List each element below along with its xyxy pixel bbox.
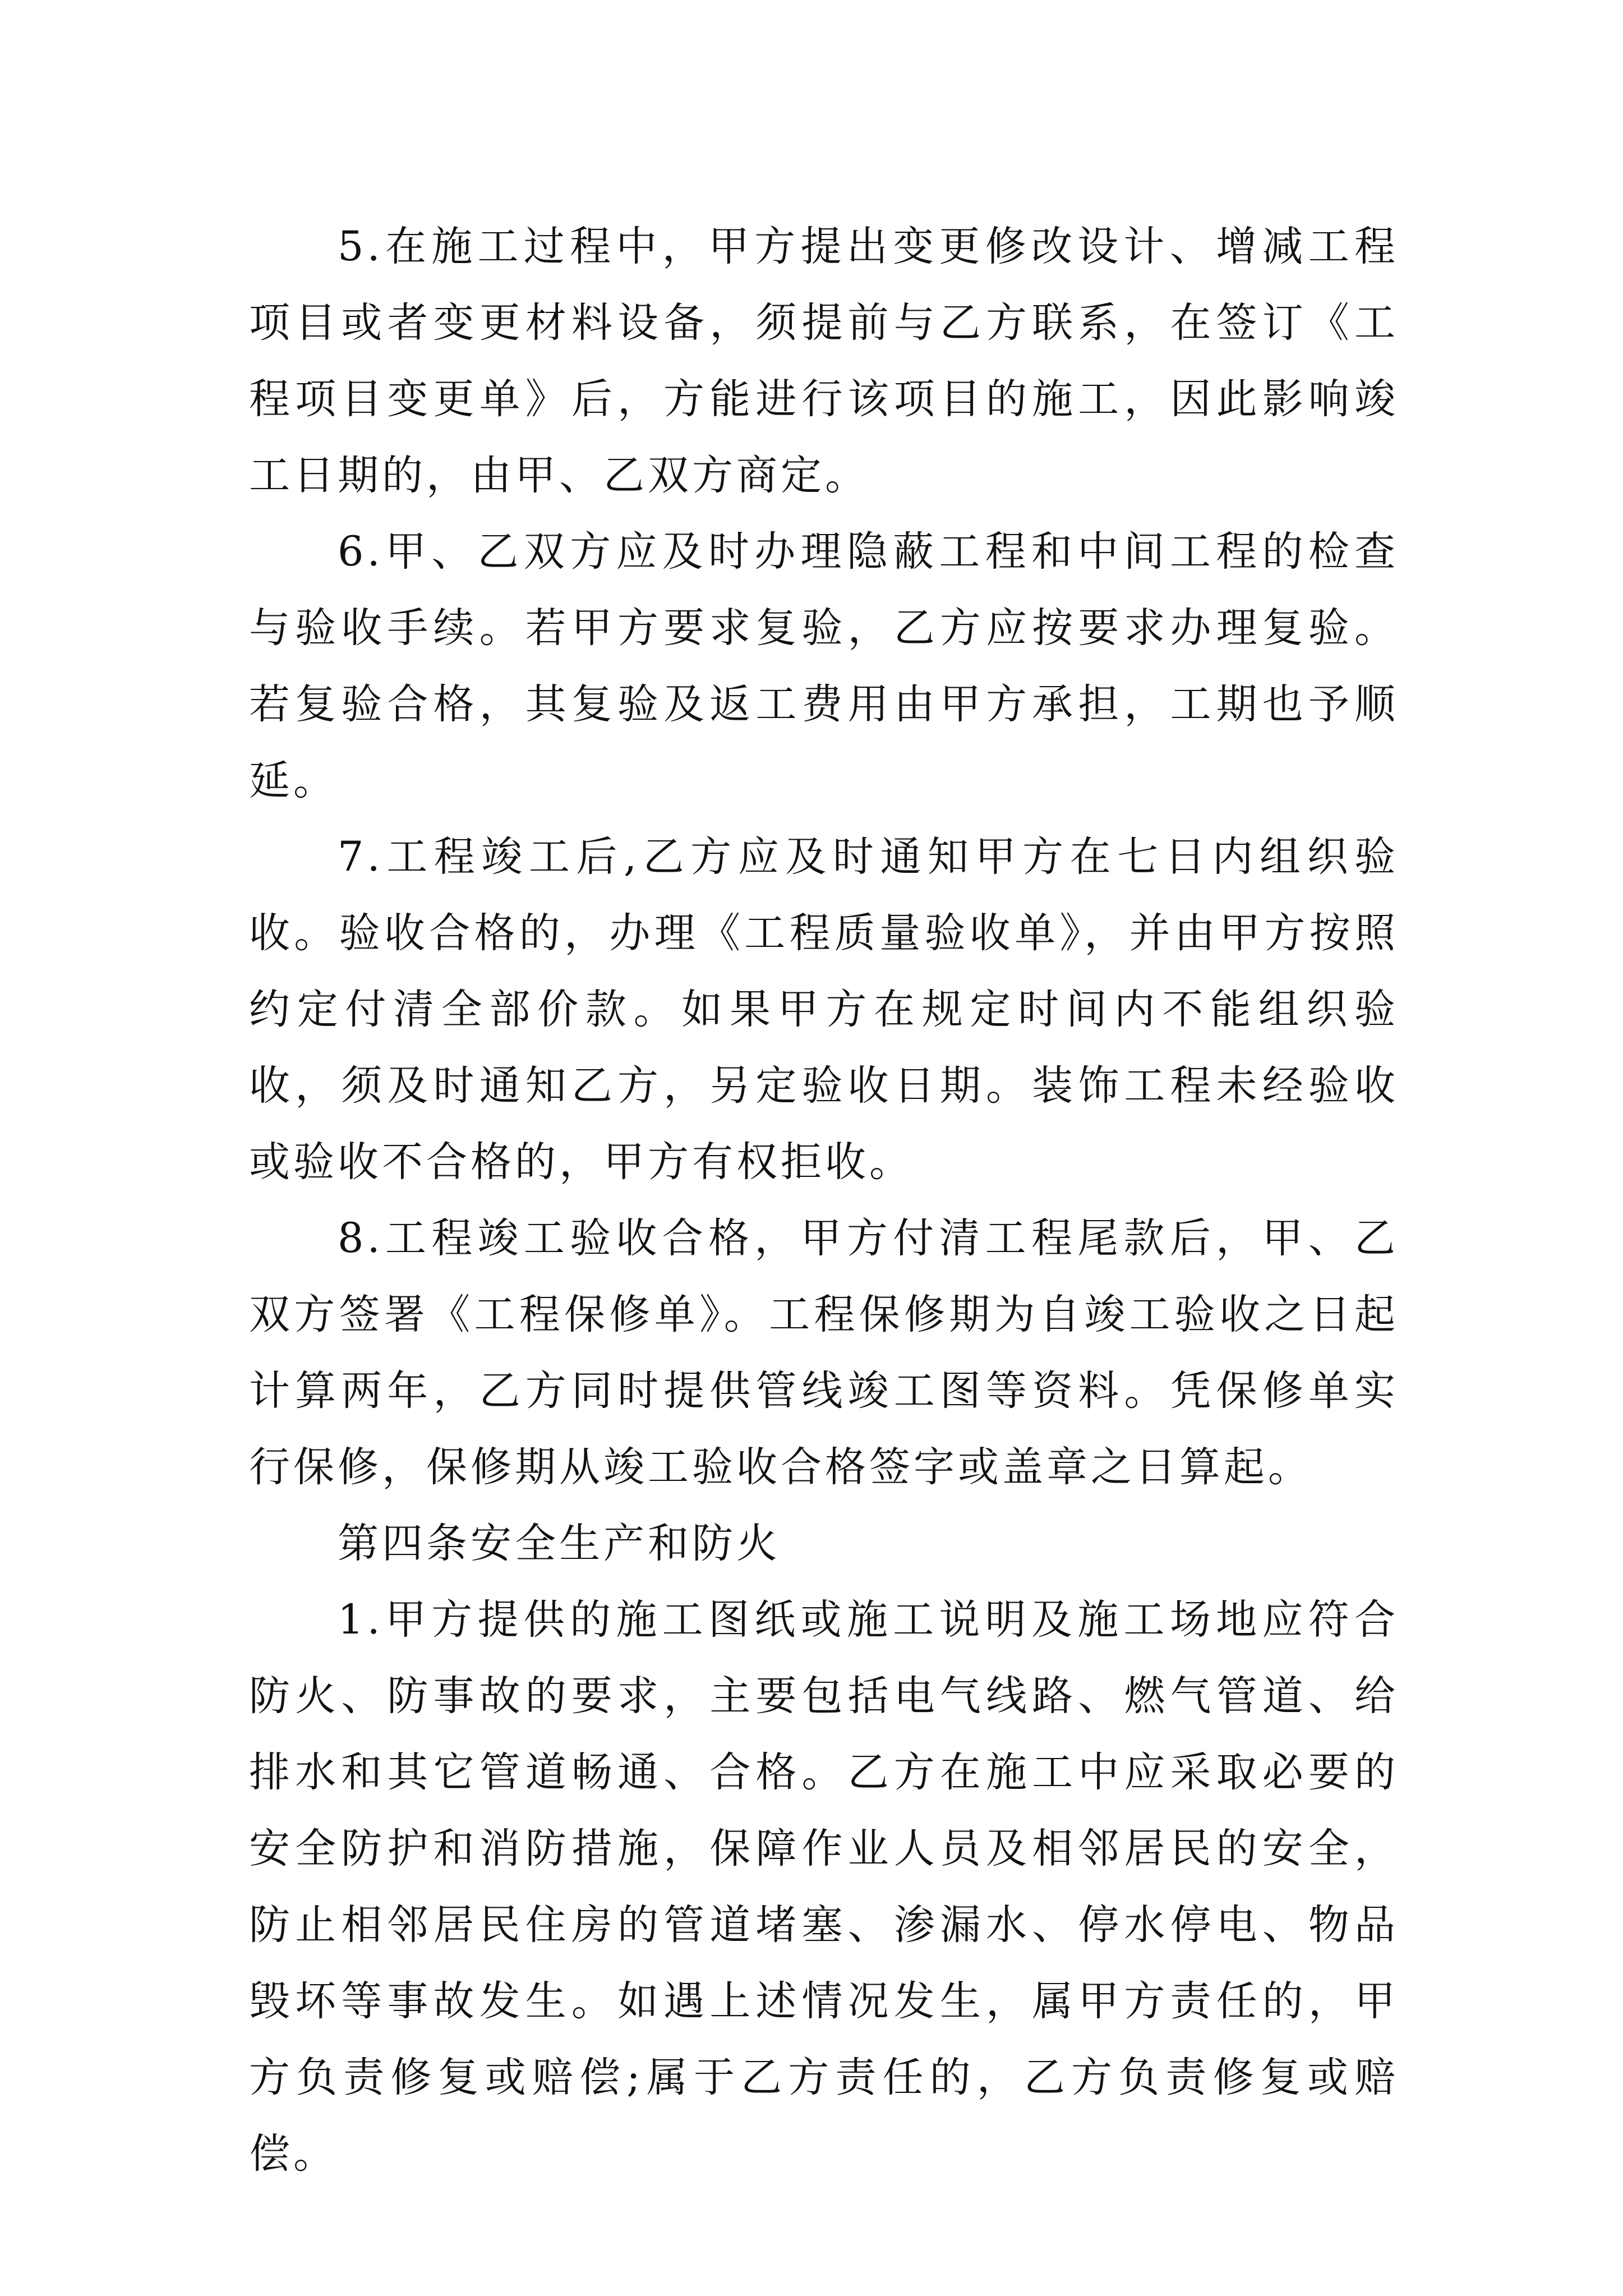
document-body bbox=[249, 209, 1399, 2192]
clause-6-paragraph: 6.甲、乙双方应及时办理隐蔽工程和中间工程的检查与验收手续。若甲方要求复验，乙方应按要求办理复验。若复验合格，其复验及返工费用由甲方承担，工期也予顺延。 bbox=[249, 528, 1399, 804]
article-4-clause-1-paragraph: 1.甲方提供的施工图纸或施工说明及施工场地应符合防火、防事故的要求，主要包括电气线路、燃气管道、给排水和其它管道畅通、合格。乙方在施工中应采取必要的安全防护和消防措施，保障作业人员及相邻居民的安全，防止相邻居民住房的管道堵塞、渗漏水、停水停电、物品毁坏等事故发生。如遇上述情况发生，属甲方责任的，甲方负责修复或赔偿;属于乙方责任的，乙方负责修复或赔偿。 bbox=[249, 1596, 1399, 2178]
clause-7-paragraph: 7.工程竣工后,乙方应及时通知甲方在七日内组织验收。验收合格的，办理《工程质量验收单》，并由甲方按照约定付清全部价款。如果甲方在规定时间内不能组织验收，须及时通知乙方，另定验收日期。装饰工程未经验收或验收不合格的，甲方有权拒收。 bbox=[249, 833, 1399, 1186]
section-heading: 第四条安全生产和防火 bbox=[338, 1520, 781, 1567]
clause-8-paragraph: 8.工程竣工验收合格，甲方付清工程尾款后，甲、乙双方签署《工程保修单》。工程保修期为自竣工验收之日起计算两年，乙方同时提供管线竣工图等资料。凭保修单实行保修，保修期从竣工验收合格签字或盖章之日算起。 bbox=[249, 1214, 1399, 1491]
clause-5-paragraph: 5.在施工过程中，甲方提出变更修改设计、增减工程项目或者变更材料设备，须提前与乙方联系，在签订《工程项目变更单》后，方能进行该项目的施工，因此影响竣工日期的，由甲、乙双方商定。 bbox=[249, 223, 1399, 499]
